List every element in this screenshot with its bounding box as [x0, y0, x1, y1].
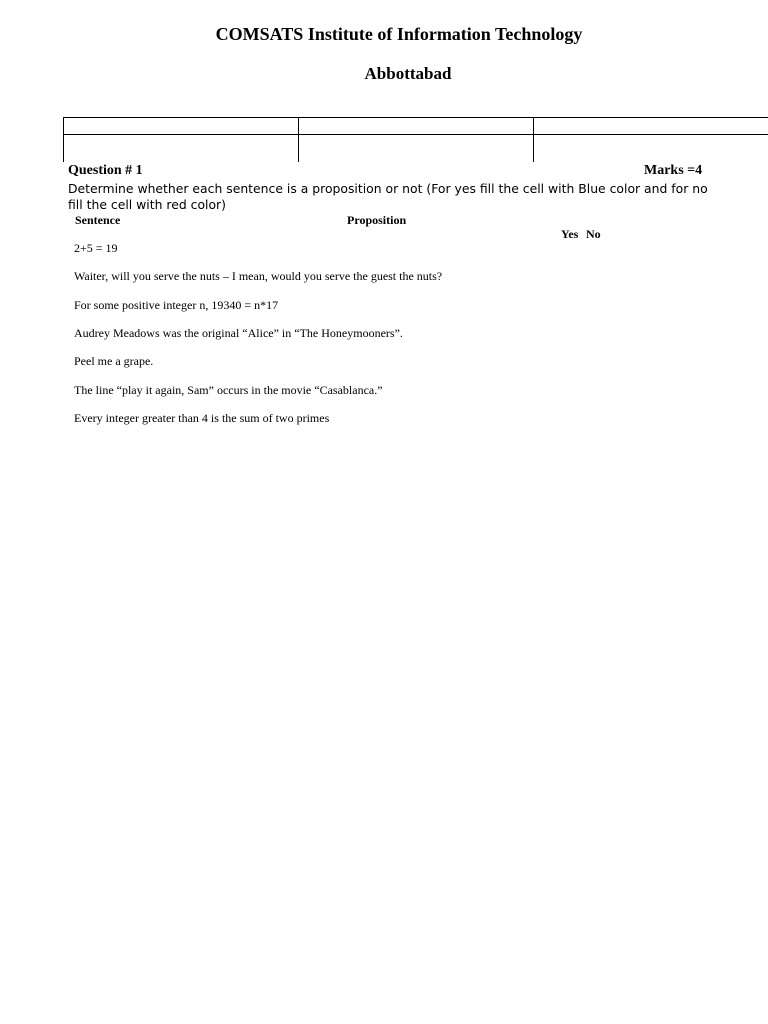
info-cell [533, 118, 768, 135]
column-header-yes: Yes [561, 227, 579, 241]
sentence-row: 2+5 = 19 [74, 241, 118, 255]
sentence-row: For some positive integer n, 19340 = n*17 [74, 298, 279, 312]
question-marks: Marks =4 [644, 163, 703, 178]
info-cell [64, 135, 299, 163]
sentence-row: The line “play it again, Sam” occurs in the movie “Casablanca.” [74, 383, 383, 397]
info-table [63, 117, 768, 162]
info-cell [298, 135, 533, 163]
column-header-sentence: Sentence [75, 213, 121, 227]
page-title: COMSATS Institute of Information Technology [215, 24, 583, 44]
page-subtitle: Abbottabad [364, 64, 452, 83]
sentence-row: Peel me a grape. [74, 354, 154, 368]
question-instruction: Determine whether each sentence is a proposition or not (For yes fill the cell with Blue color and for no fill the cell with red color) [68, 181, 708, 212]
sentence-row: Waiter, will you serve the nuts – I mean, would you serve the guest the nuts? [74, 269, 443, 283]
sentence-row: Every integer greater than 4 is the sum of two primes [74, 411, 330, 425]
info-cell [64, 118, 299, 135]
column-header-proposition: Proposition [347, 213, 407, 227]
info-cell [298, 118, 533, 135]
info-cell [533, 135, 768, 163]
info-table-row [64, 118, 768, 135]
info-table-row [64, 135, 768, 163]
sentence-row: Audrey Meadows was the original “Alice” in “The Honeymooners”. [74, 326, 403, 340]
question-heading: Question # 1 [68, 163, 143, 178]
column-header-no: No [586, 227, 601, 241]
